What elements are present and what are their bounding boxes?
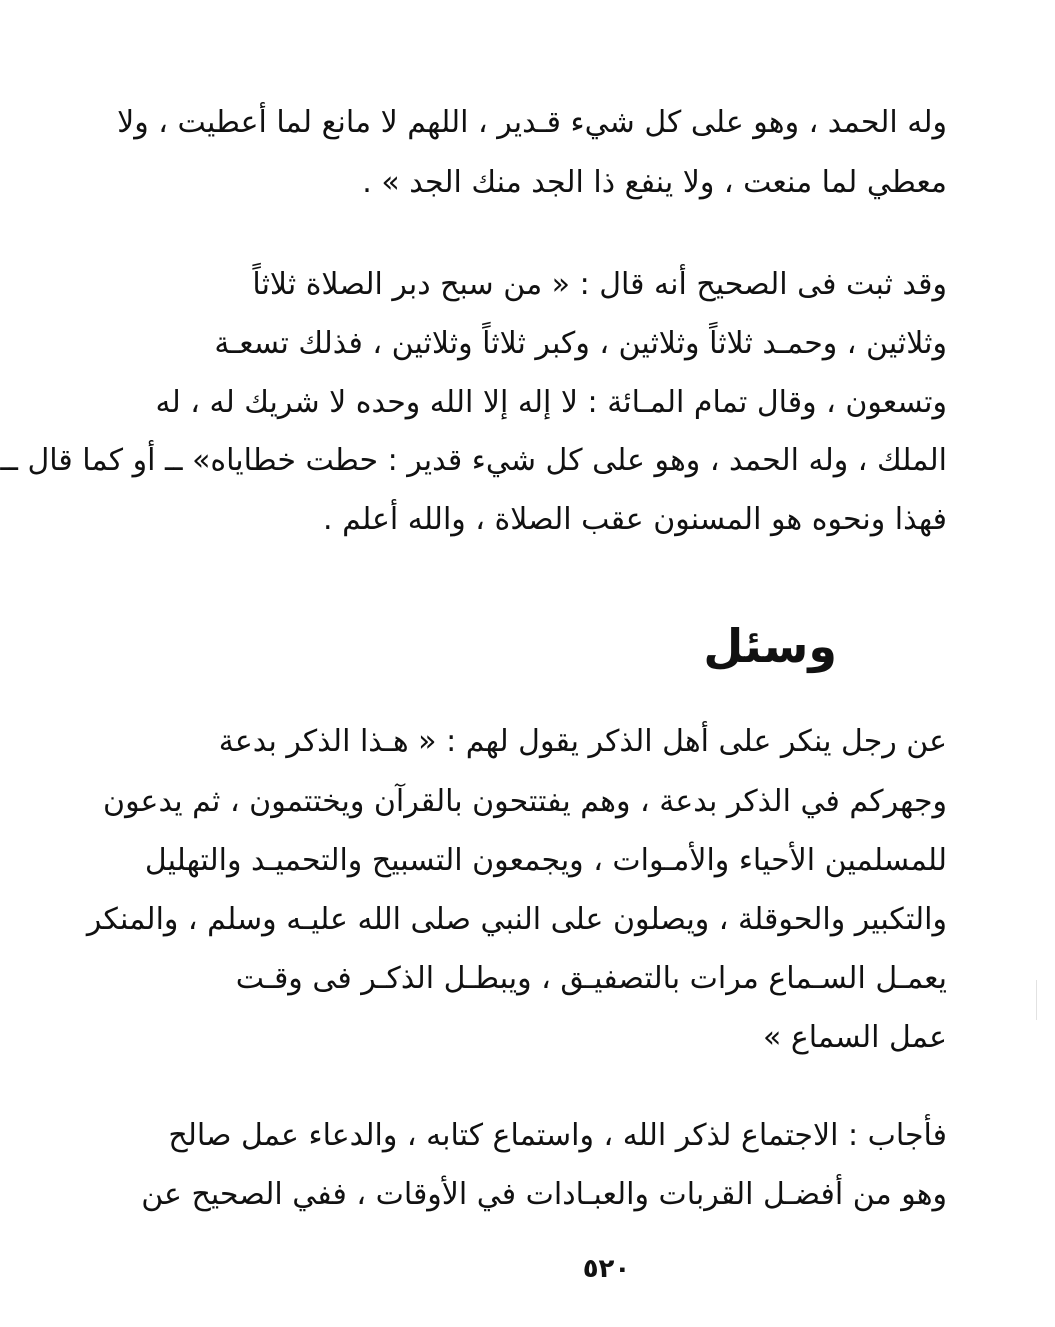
text-line: وجهركم في الذكر بدعة ، وهم يفتتحون بالقرآن ويختتمون ، ثم يدعون <box>103 784 947 819</box>
text-line: وتسعون ، وقال تمام المـائة : لا إله إلا الله وحده لا شريك له ، له <box>155 385 947 420</box>
page-number: ٥٢٠ <box>582 1254 631 1284</box>
text-line: وهو من أفضـل القربات والعبـادات في الأوقات ، ففي الصحيح عن <box>141 1177 947 1212</box>
text-line: وله الحمد ، وهو على كل شيء قـدير ، اللهم لا مانع لما أعطيت ، ولا <box>117 105 947 140</box>
text-line: فأجاب : الاجتماع لذكر الله ، واستماع كتابه ، والدعاء عمل صالح <box>168 1118 947 1153</box>
text-line: وقد ثبت فى الصحيح أنه قال : « من سبح دبر الصلاة ثلاثاً <box>252 267 947 302</box>
text-line: فهذا ونحوه هو المسنون عقب الصلاة ، والله أعلم . <box>323 502 947 537</box>
text-line: معطي لما منعت ، ولا ينفع ذا الجد منك الجد » . <box>362 165 947 200</box>
text-line: عن رجل ينكر على أهل الذكر يقول لهم : « هـذا الذكر بدعة <box>218 724 947 759</box>
text-line: يعمـل السـماع مرات بالتصفيـق ، ويبطـل الذكـر فى وقـت <box>235 961 947 996</box>
text-line: وثلاثين ، وحمـد ثلاثاً وثلاثين ، وكبر ثلاثاً وثلاثين ، فذلك تسعـة <box>214 326 947 361</box>
text-line: عمل السماع » <box>762 1020 947 1055</box>
section-heading: وسئل <box>703 619 837 673</box>
text-line: والتكبير والحوقلة ، ويصلون على النبي صلى الله عليـه وسلم ، والمنكر <box>86 902 947 937</box>
text-line: للمسلمين الأحياء والأمـوات ، ويجمعون التسبيح والتحميـد والتهليل <box>144 843 947 878</box>
scan-artifact <box>1036 980 1037 1020</box>
text-line: الملك ، وله الحمد ، وهو على كل شيء قدير : حطت خطاياه» ــ أو كما قال ــ <box>0 443 947 478</box>
